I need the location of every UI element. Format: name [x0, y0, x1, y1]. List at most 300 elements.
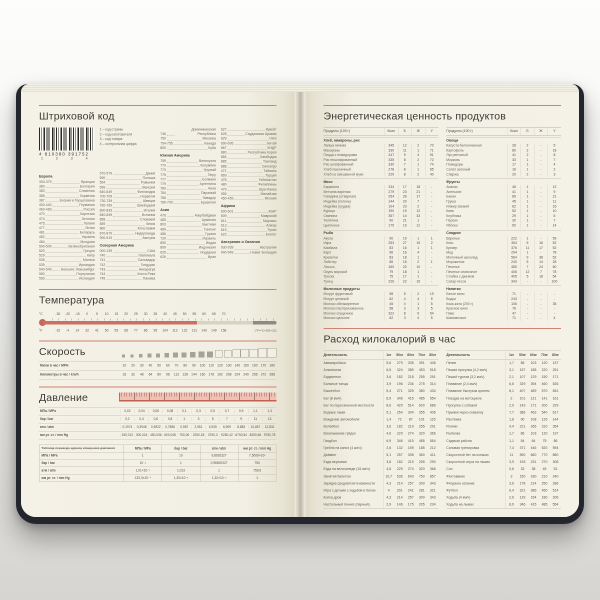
country-name: Индонезия: [198, 246, 216, 250]
dot-leader: [106, 266, 139, 267]
food-value: 27: [398, 241, 412, 246]
activity-row: [446, 445, 561, 452]
food-value: 50: [507, 223, 521, 228]
activity-value: 90: [520, 418, 525, 422]
food-value: 16: [507, 167, 521, 172]
section-divider: [39, 341, 277, 342]
dot-leader: [113, 193, 136, 194]
speed-value: 100: [199, 364, 206, 368]
conversion-value: 1,32×10⁻³: [200, 475, 238, 482]
energy-column-header: Б: [398, 128, 412, 135]
section-divider: [324, 105, 562, 106]
celsius-scale-row: [39, 312, 277, 318]
celsius-label: °C: [39, 312, 43, 317]
activity-name: Гандбол: [323, 439, 337, 443]
country-name: Азербайджан: [194, 214, 216, 218]
food-name: Лук репчатый: [446, 153, 468, 158]
speed-value: 50: [157, 364, 161, 368]
pressure-value: 150,012: [121, 433, 134, 438]
pressure-value: 5: [205, 418, 219, 422]
dot-leader: [234, 213, 267, 214]
speed-square-cell: [154, 353, 163, 357]
energy-column-header: Ккал: [384, 128, 398, 135]
country-code: 893: [160, 223, 166, 227]
activity-name: Плавание быстрым кролем: [446, 389, 490, 394]
pressure-value: 3750,3: [205, 434, 219, 438]
square-icon: [131, 354, 134, 357]
dot-leader: [228, 154, 247, 155]
country-name: Австралия: [259, 246, 277, 250]
activity-row: [446, 466, 561, 473]
food-name: Молоко сгущенное: [323, 311, 354, 316]
food-value: 19: [425, 292, 439, 297]
activity-value: 7,7: [506, 409, 518, 416]
activity-value: 526: [552, 382, 559, 387]
food-value: 5: [521, 241, 535, 246]
food-section: [446, 286, 561, 321]
country-code: 480: [220, 183, 227, 187]
food-value: 4: [411, 316, 425, 321]
conversion-table-caption: Таблица перевода единиц измерения давления: [41, 446, 116, 451]
food-value: 22: [398, 279, 412, 284]
country-blocks: [221, 128, 277, 255]
food-value: 330: [384, 163, 398, 168]
activity-value: 218: [407, 375, 414, 379]
country-code: 489: [160, 227, 166, 232]
food-value: 11: [398, 148, 412, 153]
food-name: Йогурт цельный: [323, 297, 349, 302]
food-value: 2: [411, 260, 425, 265]
food-section: [324, 137, 439, 177]
speed-square-cell: [241, 349, 250, 358]
activity-value: 220: [541, 368, 548, 372]
country-name: Вьетнам: [202, 223, 216, 227]
country-code: 789-790: [160, 200, 173, 205]
activity-value: 201: [396, 488, 403, 493]
country-code: 474: [39, 217, 45, 221]
activity-value: 460: [541, 382, 548, 387]
region-header: Южная Америка: [160, 153, 190, 158]
food-value: -: [521, 316, 535, 321]
food-value: 345: [384, 144, 398, 149]
country-block: [160, 128, 216, 151]
thermometer-tube: [43, 321, 277, 325]
region-header: Европа: [39, 174, 53, 179]
dot-leader: [167, 185, 199, 186]
country-code: 560: [39, 272, 45, 277]
country-block: [39, 174, 95, 281]
activity-row: [324, 494, 439, 501]
food-name: Хлеб из смешанной муки: [323, 172, 364, 177]
speed-row: [39, 370, 277, 379]
food-row: [446, 279, 561, 284]
celsius-value: 25: [134, 312, 138, 317]
activity-value: 10,7: [383, 473, 395, 480]
barcode-column-4: [221, 128, 277, 283]
food-name: Инжир свежий: [446, 204, 469, 209]
food-value: -: [425, 195, 439, 200]
dot-leader: [228, 236, 265, 237]
country-code: 478: [220, 178, 227, 183]
square-icon: [122, 354, 125, 357]
country-code: 385: [39, 194, 45, 198]
food-value: 62: [507, 204, 521, 209]
food-value: -: [425, 270, 439, 275]
food-value: 1: [411, 148, 425, 153]
country-name: Доминиканская Республика: [191, 128, 216, 137]
speed-square-cell: [267, 348, 277, 358]
fahrenheit-value: 68: [124, 329, 128, 333]
weight-column-header: 1кг: [506, 351, 518, 359]
activity-value: 101: [519, 396, 526, 401]
activity-value: 101: [418, 418, 425, 422]
activity-value: 366: [429, 467, 436, 472]
activity-value: 304: [407, 410, 414, 415]
food-row: [324, 316, 439, 321]
speed-value: 272: [260, 373, 267, 377]
activity-name: Водные лыжи: [323, 410, 346, 415]
dot-leader: [106, 280, 142, 281]
speed-value: 20: [131, 364, 135, 368]
left-page: [21, 92, 295, 517]
food-name: Треска: [323, 275, 335, 279]
activity-value: 11: [506, 452, 518, 459]
fahrenheit-value: 32: [85, 329, 89, 333]
activity-value: 371: [519, 446, 526, 450]
activity-value: 446: [429, 361, 436, 365]
activity-value: 137: [552, 361, 559, 365]
activity-value: 1,7: [506, 360, 518, 367]
dot-leader: [228, 186, 258, 187]
weight-column-header: 60кг: [530, 353, 537, 357]
food-value: -: [425, 223, 439, 228]
fahrenheit-value: 77: [134, 329, 138, 333]
food-value: 78: [548, 270, 562, 275]
food-value: 45: [384, 302, 398, 307]
country-name: Куба: [208, 146, 216, 150]
food-value: 11: [521, 246, 535, 251]
food-value: 45: [507, 199, 521, 204]
activity-value: 2: [506, 395, 518, 402]
right-page: [306, 92, 580, 517]
barcode-legend-item: 1 – код страны: [99, 128, 123, 132]
food-value: 1: [411, 167, 425, 172]
activity-value: 240: [552, 474, 559, 479]
barcode-graphic: [39, 128, 95, 172]
dot-leader: [228, 158, 260, 159]
activity-name: Бег по пересеченной местности: [323, 403, 375, 408]
food-value: 5: [425, 307, 439, 312]
country-code: 760-769: [99, 204, 113, 208]
food-value: -: [534, 144, 548, 149]
food-name: Молоко пастеризованное: [323, 307, 364, 311]
country-code: 622: [220, 233, 227, 237]
country-code: 700-709: [99, 195, 113, 199]
activity-value: 257: [396, 453, 403, 458]
food-value: 243: [507, 297, 521, 302]
country-name: Китай: [267, 141, 277, 146]
country-code: 482: [39, 235, 45, 240]
activity-value: 3,6: [506, 480, 518, 487]
food-value: -: [548, 307, 562, 312]
country-name: Саудовская Аравия: [245, 132, 277, 137]
food-value: -: [425, 204, 439, 209]
food-value: 1: [411, 255, 425, 260]
energy-section-title: Энергетическая ценность продуктов: [323, 110, 507, 122]
pressure-row-label: МПа / MPa: [40, 409, 56, 414]
activity-value: 274: [407, 432, 414, 436]
conversion-row-label: атм / atm: [41, 468, 56, 473]
dot-leader: [52, 271, 60, 272]
country-block: [221, 204, 277, 238]
country-block: [100, 172, 156, 241]
food-value: 60: [548, 265, 562, 270]
activity-row: [446, 487, 561, 494]
country-code: 628: [220, 132, 227, 137]
dot-leader: [46, 257, 86, 258]
activity-value: 206: [552, 496, 559, 500]
food-value: 12: [521, 270, 535, 275]
country-code: 626: [160, 255, 166, 259]
activity-name: Прогулка с собакой: [446, 403, 478, 408]
food-value: 47: [507, 311, 521, 316]
activity-value: 343: [429, 496, 436, 500]
country-name: Швейцария: [137, 204, 156, 208]
dot-leader: [46, 238, 81, 239]
dot-leader: [228, 149, 267, 150]
pressure-value: 2,961: [191, 426, 205, 430]
activity-row: [324, 445, 439, 452]
fahrenheit-value: 158: [220, 329, 227, 333]
country-name: Индия: [205, 241, 216, 246]
country-code: 754-755: [160, 141, 173, 146]
food-section: [446, 230, 561, 284]
speed-squares: [119, 346, 277, 357]
celsius-value: 40: [163, 312, 167, 317]
activity-value: 129: [519, 496, 526, 500]
fahrenheit-value: 149: [211, 329, 217, 333]
country-code: 609: [220, 214, 227, 219]
country-name: Германия: [79, 203, 95, 208]
speed-table: [39, 361, 277, 380]
country-code: 387: [39, 198, 45, 203]
pressure-value: 0,2: [120, 418, 134, 422]
food-value: 75: [384, 275, 398, 280]
energy-column-header: У: [425, 128, 439, 135]
speed-value: 80: [183, 364, 188, 368]
food-name: Пиво: [446, 311, 455, 316]
activity-name: Зарядка средней интенсивности: [323, 481, 375, 486]
food-value: -: [521, 279, 535, 284]
activity-value: 321: [429, 488, 436, 493]
conversion-value: 1: [200, 467, 238, 474]
square-icon: [215, 350, 223, 358]
food-value: 1: [521, 236, 535, 241]
food-value: 33: [411, 214, 425, 219]
square-icon: [249, 349, 258, 358]
country-code: 481: [39, 231, 45, 235]
pressure-value: 300,024: [135, 433, 148, 438]
dot-leader: [52, 183, 79, 184]
country-name: Канада: [204, 141, 216, 146]
conversion-value: 750: [238, 460, 276, 467]
activity-value: 141: [541, 396, 548, 401]
food-value: -: [425, 185, 439, 190]
food-name: Сахар-песок: [446, 279, 467, 284]
activity-value: 137: [552, 432, 559, 436]
food-value: 253: [384, 241, 398, 246]
dot-leader: [113, 239, 141, 240]
country-name: Австрия: [142, 236, 156, 240]
country-code: 742: [99, 263, 106, 267]
food-value: 17: [398, 275, 412, 280]
food-section-header: Сладкое: [446, 230, 561, 237]
activity-value: 415: [407, 396, 414, 401]
fahrenheit-value: 50: [104, 329, 109, 333]
activity-value: 257: [407, 481, 414, 486]
country-name: Иордания: [200, 250, 216, 255]
food-value: 80: [507, 148, 521, 153]
food-value: 71: [507, 292, 521, 297]
food-value: 30: [507, 219, 521, 224]
country-name: Чили: [207, 187, 216, 191]
activity-column-header: Деятельность: [446, 353, 471, 357]
country-name: Аргентина: [199, 182, 216, 187]
food-row: [446, 223, 561, 228]
activity-row: [446, 402, 561, 409]
thermometer-icon: [39, 318, 277, 327]
food-name: Картофель: [446, 148, 464, 153]
pressure-value: 600,048: [164, 433, 176, 438]
activity-row: [446, 494, 561, 501]
food-value: 5: [521, 260, 535, 265]
celsius-value: 5: [95, 312, 98, 317]
conversion-value: 1,013: [162, 467, 200, 474]
dot-leader: [167, 230, 203, 231]
activity-name: Гребля на каноэ (4 км/ч): [323, 446, 362, 450]
food-value: 10: [411, 265, 425, 270]
food-value: 1: [521, 185, 535, 190]
activity-value: 291: [429, 425, 436, 429]
speed-square-cell: [162, 353, 171, 358]
activity-value: 343: [429, 481, 436, 486]
country-name: Греция: [83, 249, 95, 254]
page-edge-stack: [22, 84, 578, 92]
activity-value: 281: [418, 488, 425, 493]
celsius-value: 65: [212, 312, 216, 317]
food-value: 1: [411, 275, 425, 280]
activity-value: 154: [530, 496, 537, 500]
food-name: Хлеб пшеничный: [323, 167, 351, 172]
pressure-value: 0,9: [234, 410, 248, 414]
speed-value: 30: [139, 364, 144, 368]
country-name: Словения: [78, 189, 95, 194]
country-name: Финляндия: [137, 190, 156, 194]
activity-value: 346: [396, 439, 403, 443]
conversion-value: 9,8692327: [200, 453, 238, 460]
food-value: -: [425, 214, 439, 219]
country-code: 540-549: [39, 267, 52, 272]
food-value: 33: [507, 158, 521, 163]
activity-value: 87: [408, 418, 413, 422]
speed-value: 90: [192, 364, 196, 368]
activity-value: 185: [418, 446, 425, 450]
activity-row: [446, 360, 561, 367]
food-value: 16: [398, 251, 412, 256]
activity-row: [446, 459, 561, 466]
activity-value: 188: [530, 368, 537, 372]
country-code: 885: [220, 160, 227, 164]
country-code: 777: [160, 177, 166, 182]
country-name: Норвегия: [140, 195, 156, 199]
speed-row-label: Мили в час / MPH: [40, 364, 69, 368]
celsius-value: -20: [65, 312, 71, 317]
dot-leader: [167, 221, 201, 222]
food-value: -: [521, 297, 535, 302]
activity-value: 594: [552, 446, 559, 450]
celsius-value: 55: [192, 312, 197, 317]
food-value: 160: [384, 265, 398, 270]
country-blocks: [100, 172, 156, 282]
country-name: Израиль: [202, 237, 216, 241]
food-value: 1: [425, 236, 439, 241]
country-name: Кипр: [87, 254, 95, 258]
dot-leader: [46, 192, 78, 193]
dot-leader: [113, 198, 139, 199]
food-section: [446, 179, 561, 229]
food-value: 9: [398, 153, 412, 158]
activity-name: Поездка на мотоцикле: [446, 396, 482, 401]
country-code: 900-919: [99, 236, 113, 240]
food-value: 1: [411, 270, 425, 275]
food-value: 2: [411, 292, 425, 297]
food-value: 3: [398, 316, 412, 321]
food-value: 8: [398, 172, 412, 177]
country-name: Маврикий: [260, 214, 277, 219]
speed-square-cell: [180, 352, 189, 357]
activity-value: 279: [396, 361, 403, 365]
country-code-entry: [39, 277, 95, 282]
activity-value: 1,1: [506, 438, 518, 445]
country-code: 759: [160, 159, 166, 164]
food-value: -: [425, 251, 439, 256]
speed-section-title: Скорость: [39, 346, 86, 358]
dot-leader: [228, 163, 263, 164]
activity-value: 346: [519, 503, 526, 507]
food-value: -: [534, 236, 548, 241]
food-value: 7: [411, 199, 425, 204]
food-value: -: [521, 307, 535, 312]
speed-square-cell: [136, 354, 145, 358]
country-name: Колумбия: [200, 164, 216, 168]
pressure-value: 0,3948: [134, 426, 148, 430]
energy-header-row: [324, 128, 439, 136]
activity-value: 6,5: [383, 367, 395, 374]
country-name: Польша: [142, 176, 156, 181]
food-value: 100: [548, 279, 562, 284]
activity-value: 4: [383, 487, 395, 494]
country-code: 888: [220, 164, 227, 169]
speed-row: [39, 361, 277, 370]
speed-value: 32: [131, 373, 135, 377]
activity-value: 300: [418, 481, 425, 486]
activity-value: 520: [541, 446, 548, 450]
food-value: 7: [548, 158, 562, 163]
food-value: 8: [548, 153, 562, 158]
activity-value: 212: [429, 446, 436, 450]
pressure-value: 10,857: [248, 426, 262, 430]
food-value: 35: [548, 302, 562, 307]
